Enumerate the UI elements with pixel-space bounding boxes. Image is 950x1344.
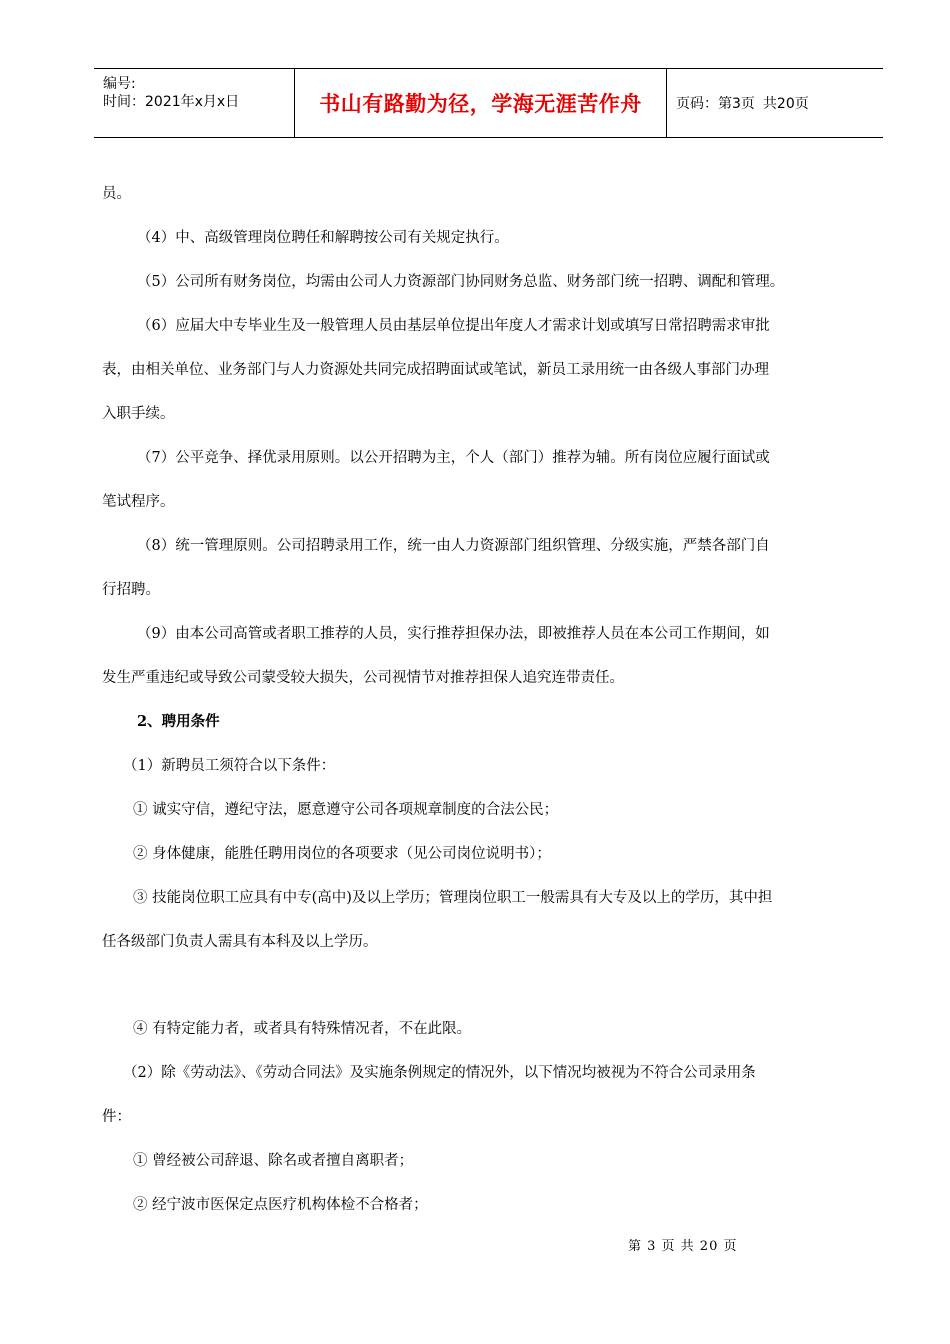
page-header	[94, 68, 883, 138]
body-line: 表，由相关单位、业务部门与人力资源处共同完成招聘面试或笔试，新员工录用统一由各级人事部门办理	[102, 362, 769, 378]
body-line: 发生严重违纪或导致公司蒙受较大损失，公司视情节对推荐担保人追究连带责任。	[102, 670, 624, 686]
header-page-total: 共20页	[762, 96, 809, 112]
body-line: （1）新聘员工须符合以下条件：	[123, 758, 336, 774]
list-item: ① 诚实守信，遵纪守法，愿意遵守公司各项规章制度的合法公民；	[133, 802, 559, 818]
body-line: 行招聘。	[102, 582, 160, 598]
body-line: 员。	[102, 186, 131, 202]
header-motto: 书山有路勤为径，学海无涯苦作舟	[295, 69, 667, 137]
doc-code-label: 编号:	[103, 76, 136, 92]
body-line: 件：	[102, 1109, 131, 1125]
list-item: ④ 有特定能力者，或者具有特殊情况者，不在此限。	[133, 1021, 472, 1037]
header-page-number: 页码：第3页	[676, 96, 755, 112]
body-line: （7）公平竞争、择优录用原则。以公开招聘为主，个人（部门）推荐为辅。所有岗位应履行面试或	[137, 450, 770, 466]
body-line: （9）由本公司高管或者职工推荐的人员，实行推荐担保办法，即被推荐人员在本公司工作期间，如	[137, 626, 770, 642]
list-item: ② 经宁波市医保定点医疗机构体检不合格者；	[133, 1197, 428, 1213]
header-page-cell	[667, 69, 883, 137]
list-item: ① 曾经被公司辞退、除名或者擅自离职者；	[133, 1153, 414, 1169]
body-line: （4）中、高级管理岗位聘任和解聘按公司有关规定执行。	[137, 230, 509, 246]
list-item: ② 身体健康，能胜任聘用岗位的各项要求（见公司岗位说明书）；	[133, 846, 551, 862]
list-item: ③ 技能岗位职工应具有中专(高中)及以上学历；管理岗位职工一般需具有大专及以上的学历，其中担	[133, 890, 773, 906]
body-line: （5）公司所有财务岗位，均需由公司人力资源部门协同财务总监、财务部门统一招聘、调配和管理。	[137, 274, 785, 290]
page-footer: 第 3 页 共 20 页	[628, 1239, 738, 1254]
body-line: （6）应届大中专毕业生及一般管理人员由基层单位提出年度人才需求计划或填写日常招聘需求审批	[137, 318, 770, 334]
header-meta-cell	[94, 69, 295, 137]
body-line: 入职手续。	[102, 406, 175, 422]
doc-time-label: 时间：2021年x月x日	[103, 94, 240, 110]
body-line: （8）统一管理原则。公司招聘录用工作，统一由人力资源部门组织管理、分级实施，严禁各部门自	[137, 538, 770, 554]
section-heading: 2、聘用条件	[137, 713, 220, 730]
body-line: 笔试程序。	[102, 494, 175, 510]
body-line: （2）除《劳动法》、《劳动合同法》及实施条例规定的情况外，以下情况均被视为不符合公司录用条	[123, 1065, 756, 1081]
body-line: 任各级部门负责人需具有本科及以上学历。	[102, 934, 378, 950]
